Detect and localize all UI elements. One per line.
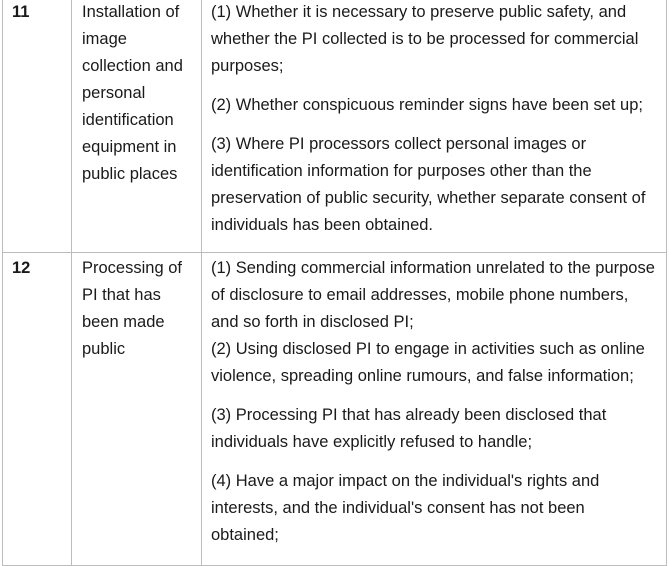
item-cell [72, 253, 202, 566]
requirements-cell [202, 253, 667, 566]
requirement-paragraph: (3) Where PI processors collect personal images or identification information for purposes other than the preservation of public security, whether separate consent of individuals has been obtained. [211, 135, 646, 234]
requirement-paragraph: (4) Have a major impact on the individual's rights and interests, and the individual's consent has not been obtained; [211, 472, 600, 544]
row-number-cell [3, 0, 72, 253]
requirements-cell [202, 0, 667, 253]
row-number: 11 [12, 3, 30, 21]
table-row [3, 253, 667, 566]
requirement-paragraph: (1) Sending commercial information unrelated to the purpose of disclosure to email addresses, mobile phone numbers, and so forth in disclosed PI; [211, 259, 655, 331]
item-text: Installation of image collection and personal identification equipment in public places [82, 3, 183, 183]
table-row [3, 0, 667, 253]
requirement-paragraph: (2) Using disclosed PI to engage in activities such as online violence, spreading online rumours, and false information; [211, 340, 645, 385]
requirement-paragraph: (1) Whether it is necessary to preserve public safety, and whether the PI collected is to be processed for commercial purposes; [211, 3, 639, 75]
requirement-paragraph: (2) Whether conspicuous reminder signs have been set up; [211, 96, 643, 114]
item-text: Processing of PI that has been made public [82, 259, 182, 358]
row-number: 12 [12, 259, 31, 277]
item-cell [72, 0, 202, 253]
requirements-table [2, 0, 667, 566]
row-number-cell [3, 253, 72, 566]
requirement-paragraph: (3) Processing PI that has already been disclosed that individuals have explicitly refused to handle; [211, 406, 607, 451]
